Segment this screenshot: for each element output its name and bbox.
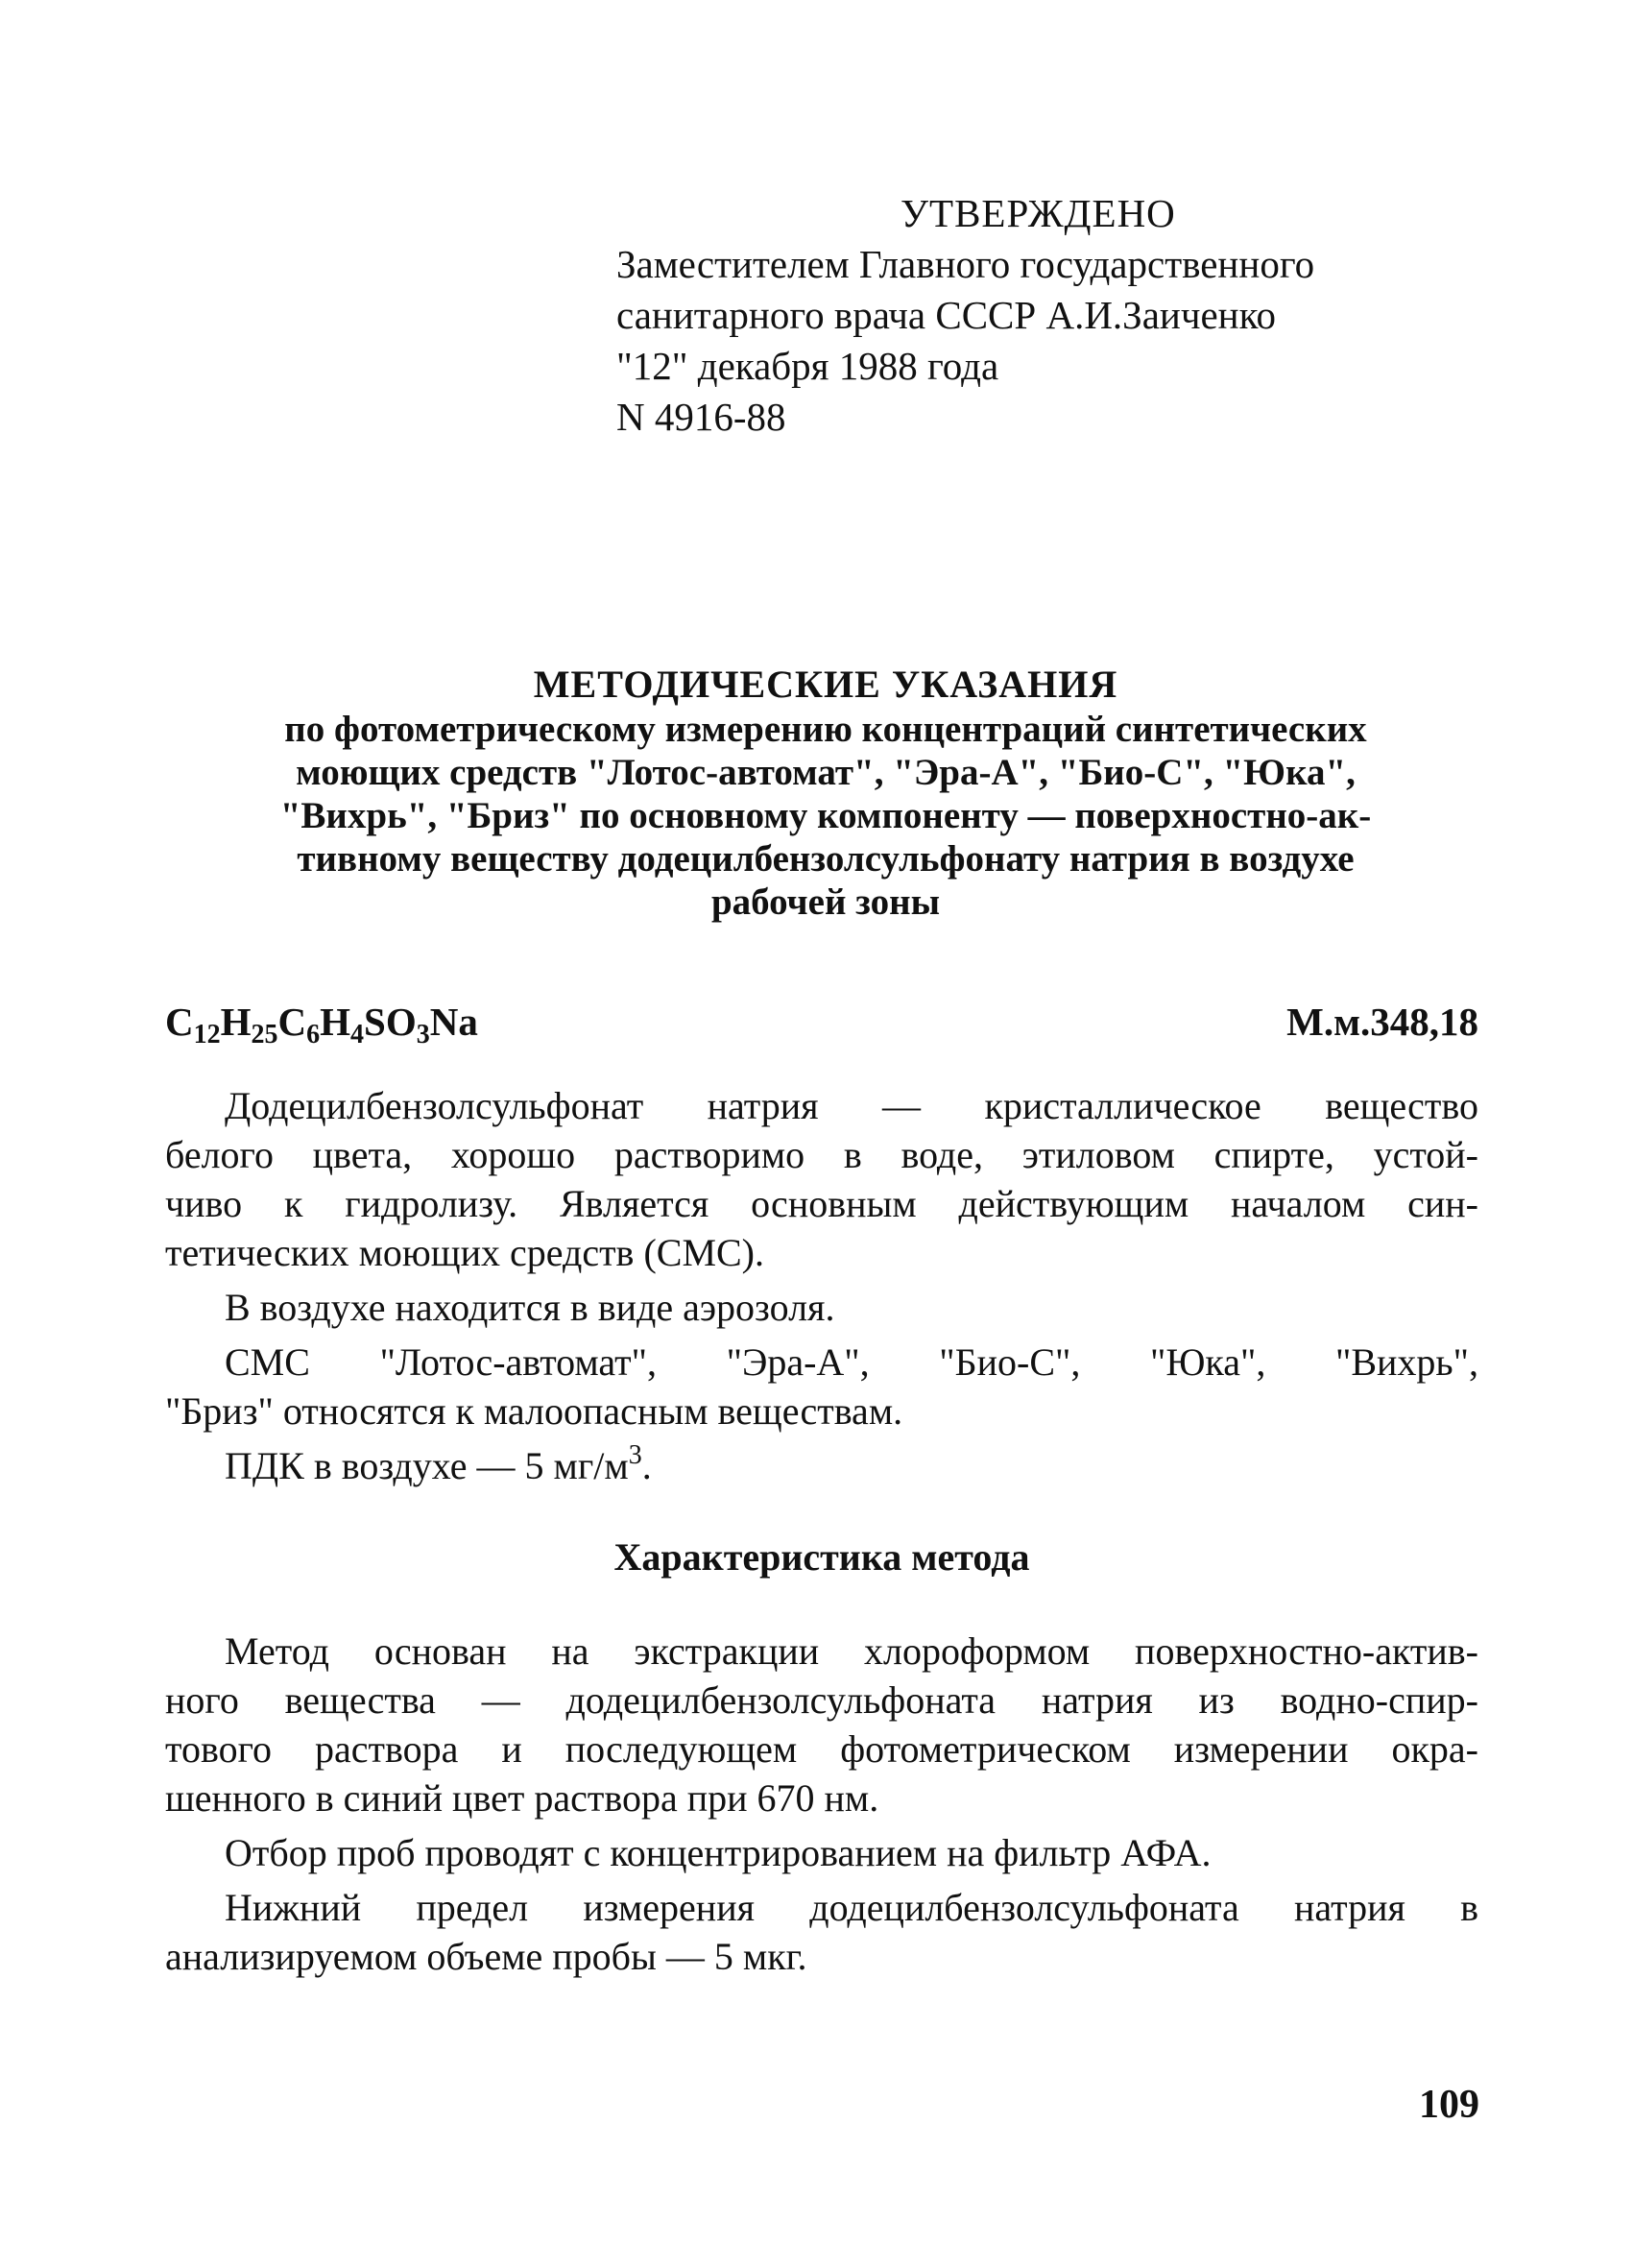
method-section [165,1627,1478,1987]
molar-mass: М.м.348,18 [1286,1000,1478,1044]
heading-line-3: "Вихрь", "Бриз" по основному компоненту — поверхностно-ак- [279,795,1372,836]
approval-title: УТВЕРЖДЕНО [901,191,1176,235]
approval-line-4: N 4916-88 [616,395,786,439]
chemical-formula: $C_{12}H_{25}C_6H_4SO_3Na$ [165,1000,478,1050]
approval-line-3: "12" декабря 1988 года [616,344,999,388]
approval-block [616,188,1480,443]
method-paragraph-1: Метод основан на экстракции хлороформом поверхностно-актив- ного вещества — додецилбензолсульфоната натрия из водно-спир- тового раствора и последующем фотометрическом измерении окра- шенного в синий цвет раствора при 670 нм. [165,1629,1478,1820]
description-paragraph-4: ПДК в воздухе — 5 $мг/м^3$. [225,1440,652,1487]
document-title: МЕТОДИЧЕСКИЕ УКАЗАНИЯ [533,663,1118,706]
description-paragraph-1: Додецилбензолсульфонат натрия — кристаллическое вещество белого цвета, хорошо растворимо в воде, этиловом спирте, устой- чиво к гидролизу. Является основным действующим началом син- тетических моющих средств (СМС). [165,1084,1478,1274]
heading-line-4: тивному веществу додецилбензолсульфонату натрия в воздухе [297,838,1355,880]
page-number: 109 [1419,2083,1479,2127]
description-paragraph-2: В воздухе находится в виде аэрозоля. [225,1286,835,1329]
formula-row [165,999,1478,1056]
approval-line-2: санитарного врача СССР А.И.Заиченко [616,293,1276,337]
section-title-method: Характеристика метода [613,1535,1030,1579]
heading-line-1: по фотометрическому измерению концентраций синтетических [284,709,1367,750]
method-paragraph-2: Отбор проб проводят с концентрированием на фильтр АФА. [225,1831,1212,1874]
description-paragraph-3: СМС "Лотос-автомат", "Эра-А", "Био-С", "Юка", "Вихрь", "Бриз" относятся к малоопасным веществам. [165,1340,1478,1433]
heading-line-2: моющих средств "Лотос-автомат", "Эра-А", "Био-С", "Юка", [296,752,1356,793]
heading-line-5: рабочей зоны [710,881,941,923]
approval-line-1: Заместителем Главного государственного [616,242,1315,286]
description-section [165,1081,1478,1496]
method-paragraph-3: Нижний предел измерения додецилбензолсульфоната натрия в анализируемом объеме пробы — 5 мкг. [165,1886,1478,1978]
document-heading [192,663,1459,924]
